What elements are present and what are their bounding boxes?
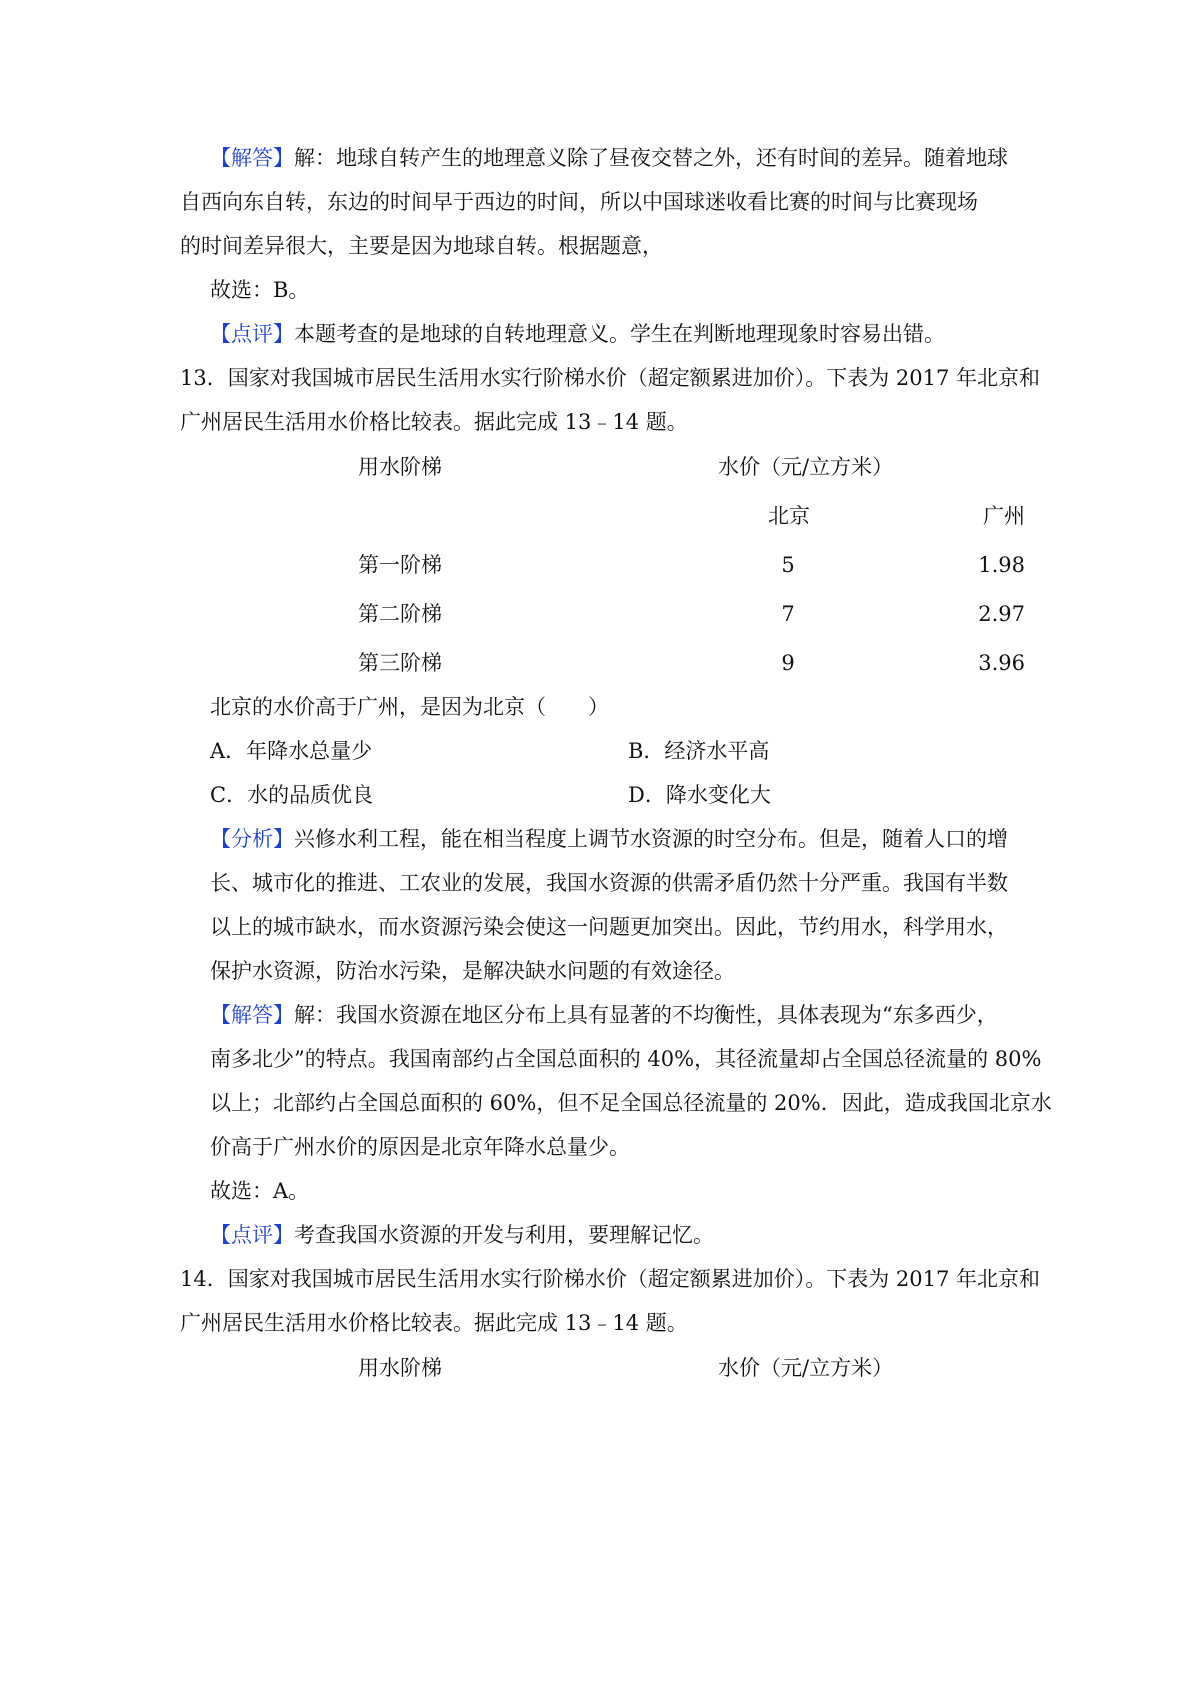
q13-answer-line-1: 【解答】解：我国水资源在地区分布上具有显著的不均衡性，具体表现为“东多西少，: [210, 1003, 998, 1027]
table-row-beijing-value: 9: [781, 651, 795, 675]
comment-tag: 【点评】: [210, 1223, 294, 1247]
q13-analysis-line-3: 以上的城市缺水，而水资源污染会使这一问题更加突出。因此，节约用水，科学用水，: [210, 915, 1008, 939]
comment-tag: 【点评】: [210, 322, 294, 346]
q12-choice: 故选：B。: [210, 278, 310, 302]
table-row-step: 第三阶梯: [358, 651, 442, 675]
option-d[interactable]: D．降水变化大: [628, 783, 771, 807]
option-b[interactable]: B．经济水平高: [628, 739, 770, 763]
q12-answer-line-1: 【解答】解：地球自转产生的地理意义除了昼夜交替之外，还有时间的差异。随着地球: [210, 146, 1008, 170]
q13-comment: 【点评】考查我国水资源的开发与利用，要理解记忆。: [210, 1223, 714, 1247]
q13-stem-line-2: 广州居民生活用水价格比较表。据此完成 13﹣14 题。: [180, 410, 688, 434]
q14-table-header-step: 用水阶梯: [358, 1356, 442, 1380]
answer-tag: 【解答】: [210, 146, 294, 170]
table-header-guangzhou: 广州: [983, 504, 1025, 528]
q14-stem-line-1: 14．国家对我国城市居民生活用水实行阶梯水价（超定额累进加价）。下表为 2017 年北京和: [180, 1267, 1041, 1291]
table-row-beijing-value: 7: [781, 602, 795, 626]
table-row-guangzhou-value: 3.96: [978, 651, 1025, 675]
table-row-beijing-value: 5: [781, 553, 795, 577]
q13-choice: 故选：A。: [210, 1179, 310, 1203]
q13-analysis-line-4: 保护水资源，防治水污染，是解决缺水问题的有效途径。: [210, 959, 735, 983]
q13-answer-line-4: 价高于广州水价的原因是北京年降水总量少。: [210, 1135, 630, 1159]
q14-table-header-price: 水价（元/立方米）: [718, 1356, 894, 1380]
q13-question: 北京的水价高于广州，是因为北京（ ）: [210, 695, 609, 719]
table-row-guangzhou-value: 2.97: [978, 602, 1025, 626]
q12-answer-line-3: 的时间差异很大，主要是因为地球自转。根据题意，: [180, 234, 663, 258]
q13-stem-line-1: 13．国家对我国城市居民生活用水实行阶梯水价（超定额累进加价）。下表为 2017 年北京和: [180, 366, 1041, 390]
table-header-price: 水价（元/立方米）: [718, 455, 894, 479]
q13-analysis-line-1: 【分析】兴修水利工程，能在相当程度上调节水资源的时空分布。但是，随着人口的增: [210, 827, 1008, 851]
q13-answer-line-3: 以上；北部约占全国总面积的 60%，但不足全国总径流量的 20%．因此，造成我国北京水: [210, 1091, 1052, 1115]
q12-comment: 【点评】本题考查的是地球的自转地理意义。学生在判断地理现象时容易出错。: [210, 322, 945, 346]
q13-answer-line-2: 南多北少”的特点。我国南部约占全国总面积的 40%，其径流量却占全国总径流量的 80%: [210, 1047, 1042, 1071]
q12-answer-line-2: 自西向东自转，东边的时间早于西边的时间，所以中国球迷收看比赛的时间与比赛现场: [180, 190, 978, 214]
table-row-step: 第一阶梯: [358, 553, 442, 577]
table-row-step: 第二阶梯: [358, 602, 442, 626]
table-header-beijing: 北京: [768, 504, 810, 528]
table-row-guangzhou-value: 1.98: [978, 553, 1025, 577]
analysis-tag: 【分析】: [210, 827, 294, 851]
table-header-step: 用水阶梯: [358, 455, 442, 479]
option-a[interactable]: A．年降水总量少: [210, 739, 373, 763]
q13-analysis-line-2: 长、城市化的推进、工农业的发展，我国水资源的供需矛盾仍然十分严重。我国有半数: [210, 871, 1008, 895]
option-c[interactable]: C．水的品质优良: [210, 783, 374, 807]
answer-tag: 【解答】: [210, 1003, 294, 1027]
q14-stem-line-2: 广州居民生活用水价格比较表。据此完成 13﹣14 题。: [180, 1311, 688, 1335]
